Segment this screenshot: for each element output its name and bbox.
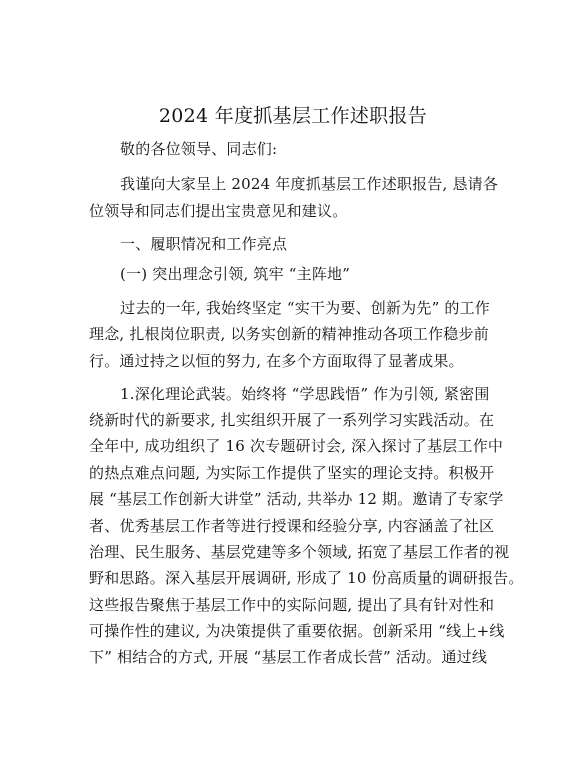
section-heading: 一、履职情况和工作亮点	[120, 235, 288, 253]
salutation: 敬的各位领导、同志们:	[120, 140, 278, 158]
paragraph-line: 绕新时代的新要求, 扎实组织开展了一系列学习实践活动。在	[89, 411, 495, 429]
paragraph-line: 治理、民生服务、基层党建等多个领域, 拓宽了基层工作者的视	[89, 543, 510, 561]
paragraph-line: 野和思路。深入基层开展调研, 形成了 10 份高质量的调研报告。	[89, 569, 524, 587]
paragraph-line: 可操作性的建议, 为决策提供了重要依据。创新采用 “线上+线	[89, 622, 505, 640]
paragraph-line: 全年中, 成功组织了 16 次专题研讨会, 深入探讨了基层工作中	[89, 437, 504, 455]
paragraph-line: 的热点难点问题, 为实际工作提供了坚实的理论支持。积极开	[89, 464, 495, 482]
paragraph-line: 者、优秀基层工作者等进行授课和经验分享, 内容涵盖了社区	[89, 517, 495, 535]
document-title: 2024 年度抓基层工作述职报告	[158, 105, 428, 127]
paragraph-line: 行。通过持之以恒的努力, 在多个方面取得了显著成果。	[89, 352, 464, 370]
paragraph-line: 下” 相结合的方式, 开展 “基层工作者成长营” 活动。通过线	[89, 648, 488, 666]
subsection-heading: (一) 突出理念引领, 筑牢 “主阵地”	[120, 265, 351, 283]
paragraph-line: 过去的一年, 我始终坚定 “实干为要、创新为先” 的工作	[120, 299, 491, 317]
paragraph-line: 展 “基层工作创新大讲堂” 活动, 共举办 12 期。邀请了专家学	[89, 490, 504, 508]
paragraph-line: 我谨向大家呈上 2024 年度抓基层工作述职报告, 恳请各	[120, 175, 499, 193]
paragraph-line: 这些报告聚焦于基层工作中的实际问题, 提出了具有针对性和	[89, 596, 495, 614]
paragraph-line: 1.深化理论武装。始终将 “学思践悟” 作为引领, 紧密围	[120, 385, 490, 403]
paragraph-line: 位领导和同志们提出宝贵意见和建议。	[89, 202, 348, 220]
paragraph-line: 理念, 扎根岗位职责, 以务实创新的精神推动各项工作稳步前	[89, 325, 489, 343]
